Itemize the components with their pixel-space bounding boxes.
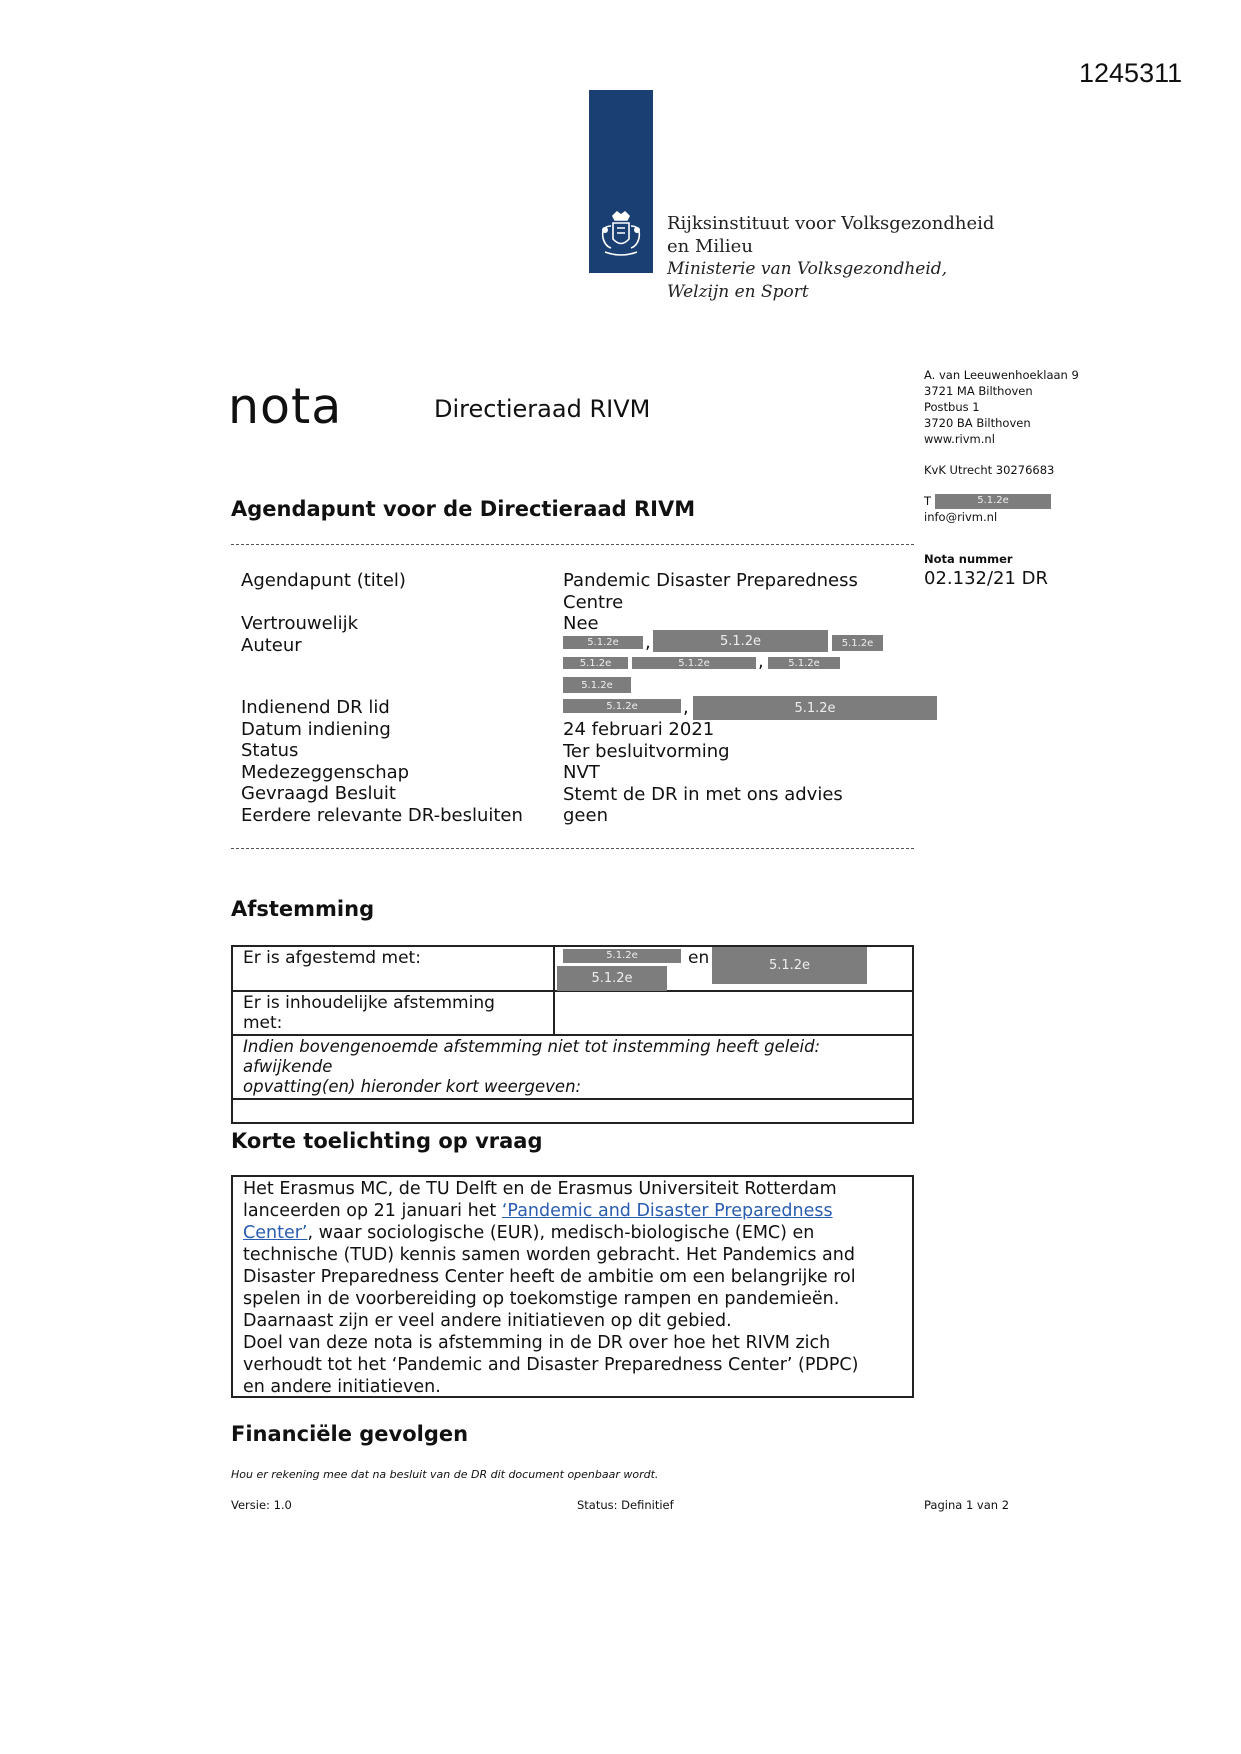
divider: [231, 544, 914, 545]
toelichting-line: lanceerden op 21 januari het: [243, 1201, 502, 1221]
toelichting-line: Daarnaast zijn er veel andere initiatieven op dit gebied.: [243, 1311, 732, 1331]
org-name-line2: en Milieu: [667, 236, 753, 257]
afgestemd-value-cell: [554, 946, 913, 991]
ministry-line2: Welzijn en Sport: [667, 282, 809, 302]
datum-value: 24 februari 2021: [563, 719, 715, 740]
afstemming-table: [231, 945, 914, 1124]
medezeggenschap-value: NVT: [563, 762, 600, 783]
indienend-label: Indienend DR lid: [241, 697, 390, 718]
redaction-block: 5.1.2e: [557, 966, 667, 991]
agendapunt-value-line2: Centre: [563, 591, 624, 613]
doc-type-title: nota: [228, 378, 343, 435]
inhoudelijk-value-cell: [554, 991, 913, 1035]
afwijkend-cell: [232, 1035, 913, 1099]
pdpc-link[interactable]: Center’: [243, 1223, 308, 1243]
afgestemd-label: Er is afgestemd met:: [243, 948, 421, 968]
footer-status: Status: Definitief: [577, 1498, 674, 1512]
meta-labels: [241, 570, 406, 656]
afstemming-heading: Afstemming: [231, 897, 375, 921]
inhoudelijk-label-cell: [232, 991, 554, 1035]
medezeggenschap-label: Medezeggenschap: [241, 761, 410, 783]
nota-nummer-label: Nota nummer: [924, 552, 1013, 566]
document-number: 1245311: [1079, 58, 1183, 88]
openbaar-notice: Hou er rekening mee dat na besluit van de DR dit document openbaar wordt.: [231, 1468, 659, 1481]
meta-values: [563, 570, 858, 635]
phone-label: T: [924, 494, 932, 508]
footer-pagina: Pagina 1 van 2: [924, 1498, 1010, 1512]
toelichting-line: Doel van deze nota is afstemming in de DR over hoe het RIVM zich: [243, 1333, 831, 1353]
afwijkend-line1: Indien bovengenoemde afstemming niet tot instemming heeft geleid: afwijkende: [243, 1037, 821, 1076]
org-name-line1: Rijksinstituut voor Volksgezondheid: [667, 213, 995, 234]
redaction-block: 5.1.2e: [563, 657, 628, 669]
eerdere-label: Eerdere relevante DR-besluiten: [241, 804, 523, 826]
status-label: Status: [241, 740, 299, 761]
vertrouwelijk-value: Nee: [563, 613, 599, 634]
redaction-block: 5.1.2e: [563, 636, 643, 649]
afgestemd-label-cell: [232, 946, 554, 991]
redaction-block: 5.1.2e: [563, 699, 681, 713]
afwijkend-empty-cell: [232, 1099, 913, 1123]
ministry-line1: Ministerie van Volksgezondheid,: [667, 259, 948, 279]
redaction-block: 5.1.2e: [832, 635, 883, 651]
royal-crest-icon: [593, 208, 649, 264]
comma: ,: [645, 632, 651, 653]
redaction-block: 5.1.2e: [563, 677, 631, 693]
datum-label: Datum indiening: [241, 718, 391, 740]
pdpc-link[interactable]: ‘Pandemic and Disaster Preparedness: [501, 1201, 833, 1221]
address-pobox-city: 3720 BA Bilthoven: [924, 416, 1031, 430]
redaction-phone: 5.1.2e: [935, 494, 1051, 509]
address-kvk: KvK Utrecht 30276683: [924, 463, 1055, 477]
address-email: info@rivm.nl: [924, 510, 998, 524]
comma: ,: [683, 697, 689, 718]
toelichting-line: verhoudt tot het ‘Pandemic and Disaster Preparedness Center’ (PDPC): [243, 1355, 859, 1375]
inhoudelijk-label-line2: met:: [243, 1013, 283, 1033]
address-pobox: Postbus 1: [924, 400, 980, 414]
financieel-heading: Financiële gevolgen: [231, 1422, 469, 1446]
redaction-block: 5.1.2e: [653, 630, 828, 652]
agendapunt-value-line1: Pandemic Disaster Preparedness: [563, 570, 858, 591]
address-street: A. van Leeuwenhoeklaan 9: [924, 368, 1079, 382]
address-website: www.rivm.nl: [924, 432, 995, 446]
gevraagd-label: Gevraagd Besluit: [241, 783, 396, 804]
divider: [231, 848, 914, 849]
eerdere-value: geen: [563, 805, 608, 826]
redaction-block: 5.1.2e: [768, 657, 840, 669]
agendapunt-label: Agendapunt (titel): [241, 570, 406, 591]
inhoudelijk-label-line1: Er is inhoudelijke afstemming: [243, 993, 495, 1013]
toelichting-line: spelen in de voorbereiding op toekomstige rampen en pandemieën.: [243, 1289, 840, 1309]
toelichting-line: Disaster Preparedness Center heeft de ambitie om een belangrijke rol: [243, 1267, 856, 1287]
address-block: [924, 367, 1079, 525]
doc-body-title: Directieraad RIVM: [434, 395, 651, 423]
afwijkend-line2: opvatting(en) hieronder kort weergeven:: [243, 1077, 582, 1096]
toelichting-line: Het Erasmus MC, de TU Delft en de Erasmus Universiteit Rotterdam: [243, 1179, 837, 1199]
toelichting-box: [231, 1175, 914, 1398]
redaction-block: 5.1.2e: [632, 657, 756, 669]
address-postal: 3721 MA Bilthoven: [924, 384, 1033, 398]
redaction-block: 5.1.2e: [712, 947, 867, 984]
toelichting-line: technische (TUD) kennis samen worden gebracht. Het Pandemics and: [243, 1245, 855, 1265]
footer-versie: Versie: 1.0: [231, 1498, 292, 1512]
auteur-label: Auteur: [241, 634, 302, 656]
vertrouwelijk-label: Vertrouwelijk: [241, 613, 359, 634]
nota-nummer-value: 02.132/21 DR: [924, 568, 1049, 589]
redaction-block: 5.1.2e: [693, 696, 937, 720]
gevraagd-value: Stemt de DR in met ons advies: [563, 783, 843, 805]
agenda-heading: Agendapunt voor de Directieraad RIVM: [231, 497, 696, 521]
comma: ,: [758, 651, 764, 672]
toelichting-line: , waar sociologische (EUR), medisch-biologische (EMC) en: [307, 1223, 815, 1243]
status-value: Ter besluitvorming: [563, 740, 730, 762]
redaction-block: 5.1.2e: [563, 949, 681, 963]
organisation-name: [667, 212, 994, 304]
toelichting-heading: Korte toelichting op vraag: [231, 1129, 543, 1153]
toelichting-line: en andere initiatieven.: [243, 1377, 441, 1397]
en-text: en: [688, 948, 710, 968]
